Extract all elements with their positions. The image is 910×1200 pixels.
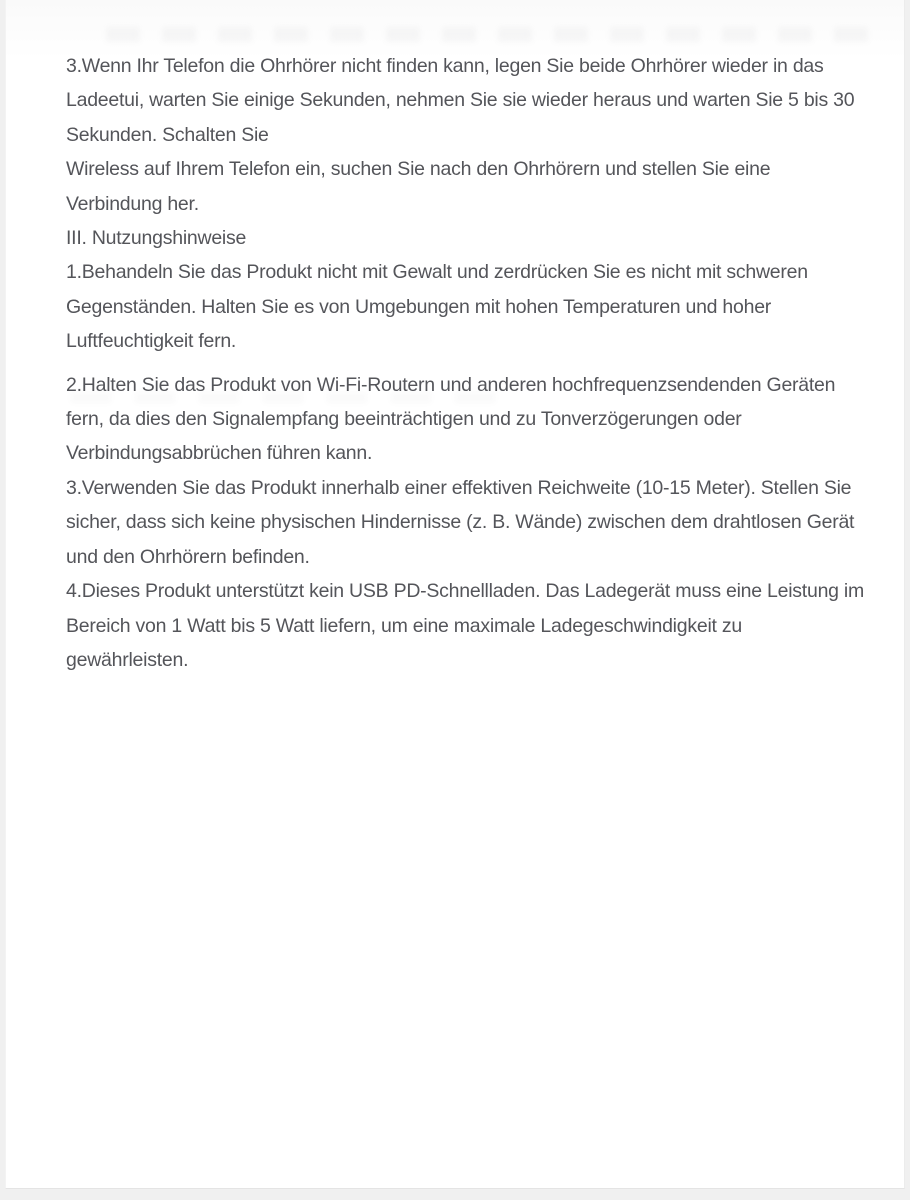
text-line: sicher, dass sich keine physischen Hindernisse (z. B. Wände) zwischen dem drahtlosen Gerät	[66, 511, 855, 534]
text-line: Gegenständen. Halten Sie es von Umgebungen mit hohen Temperaturen und hoher	[66, 295, 772, 318]
bleedthrough-smudge-top	[106, 27, 876, 42]
text-line: gewährleisten.	[66, 648, 189, 671]
text-line: und den Ohrhörern befinden.	[66, 545, 310, 568]
text-line: fern, da dies den Signalempfang beeinträchtigen und zu Tonverzögerungen oder	[66, 408, 742, 431]
text-line: Sekunden. Schalten Sie	[66, 123, 269, 146]
text-line: Ladeetui, warten Sie einige Sekunden, nehmen Sie sie wieder heraus und warten Sie 5 bis 30	[66, 89, 855, 112]
text-line: 4.Dieses Produkt unterstützt kein USB PD-Schnellladen. Das Ladegerät muss eine Leistung im	[66, 580, 865, 603]
text-line: Luftfeuchtigkeit fern.	[66, 330, 237, 353]
text-line: 2.Halten Sie das Produkt von Wi-Fi-Routern und anderen hochfrequenzsendenden Geräten	[66, 373, 836, 396]
section-heading: III. Nutzungshinweise	[66, 227, 247, 250]
text-line: 3.Wenn Ihr Telefon die Ohrhörer nicht finden kann, legen Sie beide Ohrhörer wieder in das	[66, 55, 824, 77]
manual-body-text	[66, 49, 866, 677]
manual-page	[5, 0, 905, 1189]
text-line: Verbindung her.	[66, 192, 199, 215]
text-line: Verbindungsabbrüchen führen kann.	[66, 442, 373, 465]
text-line: 1.Behandeln Sie das Produkt nicht mit Gewalt und zerdrücken Sie es nicht mit schweren	[66, 261, 808, 284]
text-line: Wireless auf Ihrem Telefon ein, suchen Sie nach den Ohrhörern und stellen Sie eine	[66, 158, 771, 181]
text-line: Bereich von 1 Watt bis 5 Watt liefern, um eine maximale Ladegeschwindigkeit zu	[66, 614, 742, 637]
text-line: 3.Verwenden Sie das Produkt innerhalb einer effektiven Reichweite (10-15 Meter). Stellen Sie	[66, 476, 852, 499]
